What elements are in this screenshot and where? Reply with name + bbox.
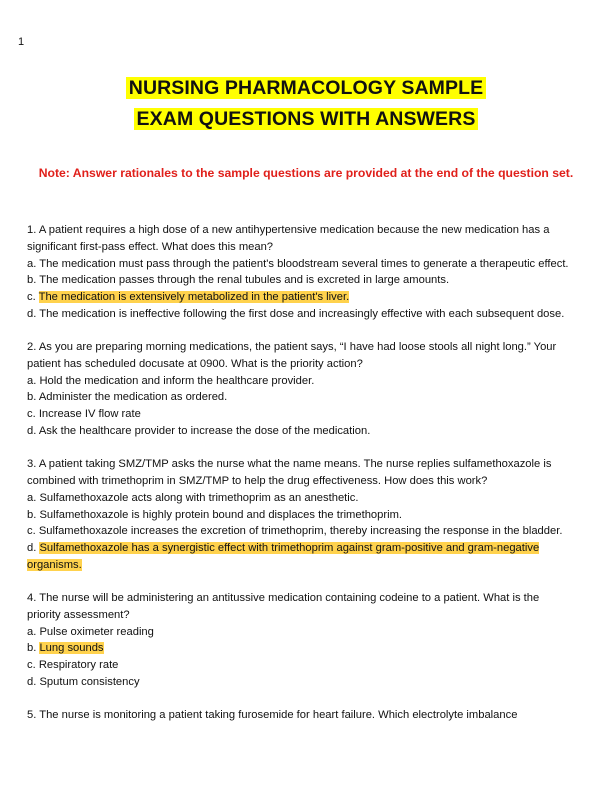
answer-rationale-note: Note: Answer rationales to the sample questions are provided at the end of the question set. — [38, 166, 574, 180]
option-prefix: c. — [27, 659, 39, 672]
option-text: Sulfamethoxazole is highly protein bound and displaces the trimethoprim. — [39, 508, 403, 521]
option-d — [27, 306, 575, 323]
option-d — [27, 540, 575, 574]
option-text: Respiratory rate — [38, 659, 119, 672]
option-prefix: b. — [27, 508, 40, 521]
option-prefix: d. — [27, 307, 40, 320]
option-prefix: b. — [27, 274, 40, 287]
question-2 — [27, 339, 575, 440]
option-prefix: d. — [27, 676, 40, 689]
option-prefix: d. — [27, 425, 39, 438]
option-prefix: a. — [27, 257, 40, 270]
option-prefix: c. — [27, 408, 39, 421]
option-prefix: b. — [27, 391, 39, 404]
option-text: Sulfamethoxazole increases the excretion of trimethoprim, thereby increasing the response in the bladder. — [38, 525, 563, 538]
question-text: 1. A patient requires a high dose of a new antihypertensive medication because the new medication has a significant first-pass effect. What does this mean? — [27, 224, 550, 253]
question-5 — [27, 707, 575, 724]
highlighted-answer: Lung sounds — [39, 642, 104, 655]
option-b — [27, 272, 575, 289]
option-b — [27, 640, 575, 657]
option-b — [27, 389, 575, 406]
option-text: Sputum consistency — [39, 676, 140, 689]
option-text: Ask the healthcare provider to increase the dose of the medication. — [38, 425, 371, 438]
option-prefix: c. — [27, 291, 39, 304]
option-prefix: a. — [27, 625, 40, 638]
option-prefix: d. — [27, 542, 40, 555]
question-text: 4. The nurse will be administering an antitussive medication containing codeine to a patient. What is the priority assessment? — [27, 592, 540, 621]
document-title-line-2 — [0, 107, 612, 131]
question-1 — [27, 222, 575, 323]
page-number: 1 — [18, 36, 25, 48]
option-prefix: b. — [27, 642, 40, 655]
option-text: The medication passes through the renal tubules and is excreted in large amounts. — [39, 274, 450, 287]
highlighted-answer: The medication is extensively metabolized in the patient's liver. — [38, 291, 350, 304]
highlighted-answer: Sulfamethoxazole has a synergistic effect with trimethoprim against gram-positive and gram-negative organisms. — [27, 542, 540, 571]
option-text: The medication is ineffective following the first dose and increasingly effective with each subsequent dose. — [39, 307, 565, 320]
question-text: 2. As you are preparing morning medications, the patient says, “I have had loose stools all night long.” Your patient has scheduled docusate at 0900. What is the priority action? — [27, 341, 557, 370]
option-c — [27, 523, 575, 540]
option-text: Sulfamethoxazole acts along with trimethoprim as an anesthetic. — [39, 491, 359, 504]
option-c — [27, 289, 575, 306]
question-4 — [27, 590, 575, 691]
option-text: Administer the medication as ordered. — [38, 391, 228, 404]
option-prefix: a. — [27, 491, 40, 504]
option-prefix: a. — [27, 374, 40, 387]
option-d — [27, 423, 575, 440]
document-title-line-1 — [0, 76, 612, 100]
option-text: Increase IV flow rate — [38, 408, 141, 421]
option-d — [27, 674, 575, 691]
option-c — [27, 406, 575, 423]
title-highlight: EXAM QUESTIONS WITH ANSWERS — [134, 108, 479, 130]
option-c — [27, 657, 575, 674]
option-a — [27, 373, 575, 390]
question-text: 5. The nurse is monitoring a patient taking furosemide for heart failure. Which electrolyte imbalance — [27, 709, 518, 722]
title-highlight: NURSING PHARMACOLOGY SAMPLE — [126, 77, 486, 99]
option-a — [27, 490, 575, 507]
option-text: Hold the medication and inform the healthcare provider. — [39, 374, 315, 387]
option-text: The medication must pass through the patient's bloodstream several times to generate a therapeutic effect. — [39, 257, 569, 270]
option-b — [27, 507, 575, 524]
question-3 — [27, 456, 575, 574]
question-list — [27, 222, 575, 740]
option-a — [27, 256, 575, 273]
question-text: 3. A patient taking SMZ/TMP asks the nurse what the name means. The nurse replies sulfamethoxazole is combined with trimethoprim in SMZ/TMP to help the drug effectiveness. How does this work? — [27, 458, 552, 487]
option-text: Pulse oximeter reading — [39, 625, 154, 638]
option-a — [27, 624, 575, 641]
option-prefix: c. — [27, 525, 39, 538]
